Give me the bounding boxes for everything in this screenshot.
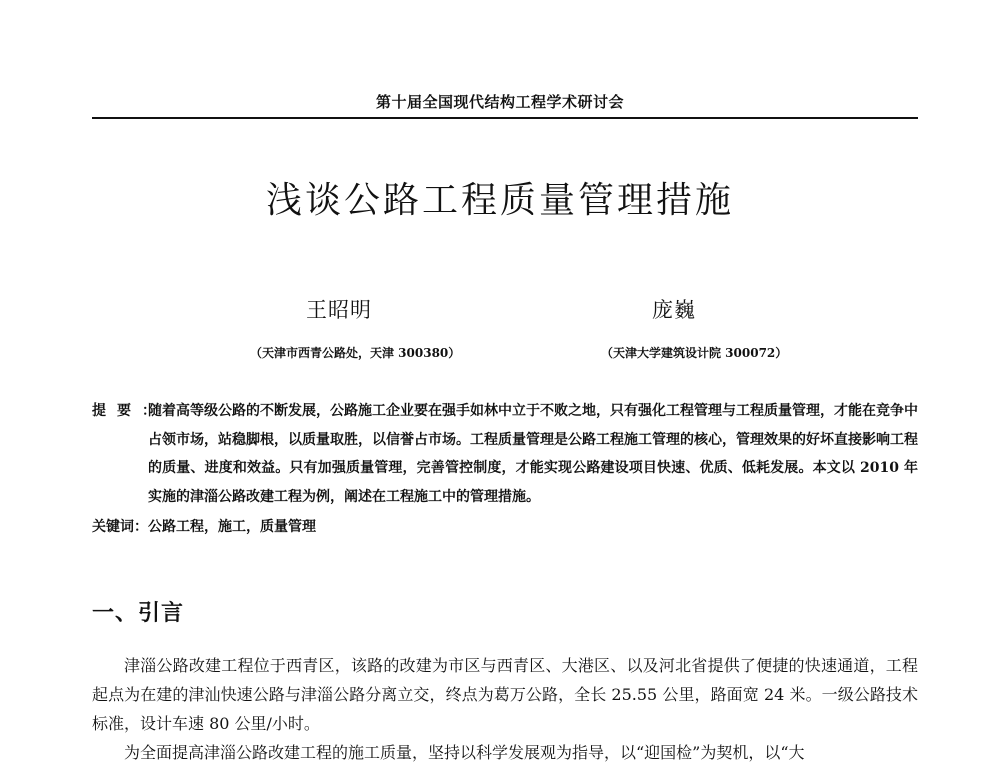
header-rule — [92, 117, 918, 119]
paper-title: 浅谈公路工程质量管理措施 — [265, 180, 734, 221]
abstract-text: 随着高等级公路的不断发展，公路施工企业要在强手如林中立于不败之地，只有强化工程管理与工程质量管理，才能在竞争中占领市场，站稳脚根，以质量取胜，以信誉占市场。工程质量管理是公路工程施工管理的核心，管理效果的好坏直接影响工程的质量、进度和效益。只有加强质量管理，完善管控制度，才能实现公路建设项目快速、优质、低耗发展。本文以 2010 年实施的津淄公路改建工程为例，阐述在工程施工中的管理措施。 — [148, 403, 918, 505]
abstract — [92, 397, 918, 511]
author-affiliation-2: （天津大学建筑设计院 300072） — [601, 346, 788, 360]
running-header: 第十届全国现代结构工程学术研讨会 — [375, 93, 624, 111]
section-heading: 一、引言 — [92, 601, 185, 626]
author-affiliation-1: （天津市西青公路处，天津 300380） — [250, 346, 461, 360]
abstract-label: 提要： — [92, 403, 167, 419]
body-paragraph-2: 为全面提高津淄公路改建工程的施工质量，坚持以科学发展观为指导，以“迎国检”为契机，以“大 — [124, 743, 805, 762]
author-name-1: 王昭明 — [306, 298, 372, 322]
author-name-2: 庞巍 — [652, 298, 696, 322]
body-paragraph-1: 津淄公路改建工程位于西青区，该路的改建为市区与西青区、大港区、以及河北省提供了便捷的快速通道，工程起点为在建的津汕快速公路与津淄公路分离立交，终点为葛万公路，全长 25.55 公里，路面宽 24 米。一级公路技术标准，设计车速 80 公里/小时。 — [92, 656, 918, 733]
keywords: 关键词：公路工程，施工，质量管理 — [92, 519, 316, 535]
